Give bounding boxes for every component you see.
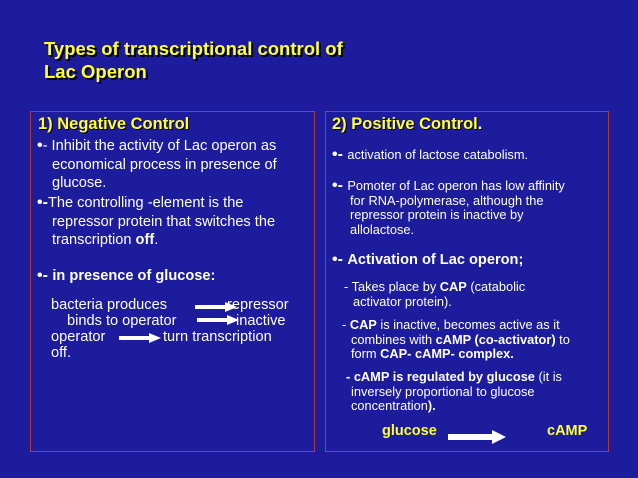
negative-control-heading: 1) Negative Control bbox=[38, 115, 190, 133]
flow-row-2a: binds to operator bbox=[67, 313, 177, 329]
bullet-activation-lactose: •- activation of lactose catabolism. bbox=[332, 146, 529, 163]
bullet-repressor: •-The controlling -element is the repressor protein that switches the transcription off. bbox=[37, 194, 276, 248]
glucose-to-camp-arrow-icon bbox=[448, 430, 506, 444]
camp-label: cAMP bbox=[547, 423, 588, 439]
bullet-dot: •- bbox=[37, 267, 53, 284]
slide-title bbox=[44, 37, 464, 83]
sub-cap-takes-place: - Takes place by CAP (catabolic activator protein). bbox=[344, 279, 526, 309]
negative-control-panel bbox=[30, 111, 315, 452]
sub-cap-inactive: - CAP is inactive, becomes active as it combines with cAMP (co-activator) to form CAP- cAMP- complex. bbox=[342, 317, 570, 361]
glucose-label: glucose bbox=[382, 423, 437, 439]
bullet-glucose: •- in presence of glucose: bbox=[37, 267, 216, 284]
flow-row-2b: inactive bbox=[236, 313, 286, 329]
bullet-activation-operon: •- Activation of Lac operon; bbox=[332, 251, 524, 268]
flow-row-3b: turn transcription bbox=[163, 329, 272, 345]
flow-row-4: off. bbox=[51, 345, 72, 361]
flow-arrow-icon bbox=[197, 315, 239, 325]
title-line-1: Types of transcriptional control of bbox=[44, 38, 343, 59]
flow-row-1a: bacteria produces bbox=[51, 297, 168, 313]
sub-camp-regulated: - cAMP is regulated by glucose (it is inversely proportional to glucose concentration). bbox=[346, 369, 562, 413]
bullet-dot: •- bbox=[332, 251, 348, 268]
bullet-dot: • bbox=[37, 137, 43, 154]
bullet-inhibit: •- Inhibit the activity of Lac operon as economical process in presence of glucose. bbox=[37, 137, 277, 191]
title-line-2: Lac Operon bbox=[44, 61, 147, 82]
flow-arrow-icon bbox=[119, 333, 161, 343]
positive-control-panel bbox=[325, 111, 609, 452]
flow-row-3a: operator bbox=[51, 329, 106, 345]
flow-row-1b: repressor bbox=[227, 297, 289, 313]
positive-control-heading: 2) Positive Control. bbox=[332, 115, 483, 133]
bullet-dot: •- bbox=[332, 146, 348, 163]
bullet-dot: •- bbox=[332, 177, 348, 194]
bullet-dot: •- bbox=[37, 194, 48, 211]
bullet-promoter: •- Pomoter of Lac operon has low affinity for RNA-polymerase, although the repressor protein is inactive by allolactose. bbox=[332, 177, 565, 237]
